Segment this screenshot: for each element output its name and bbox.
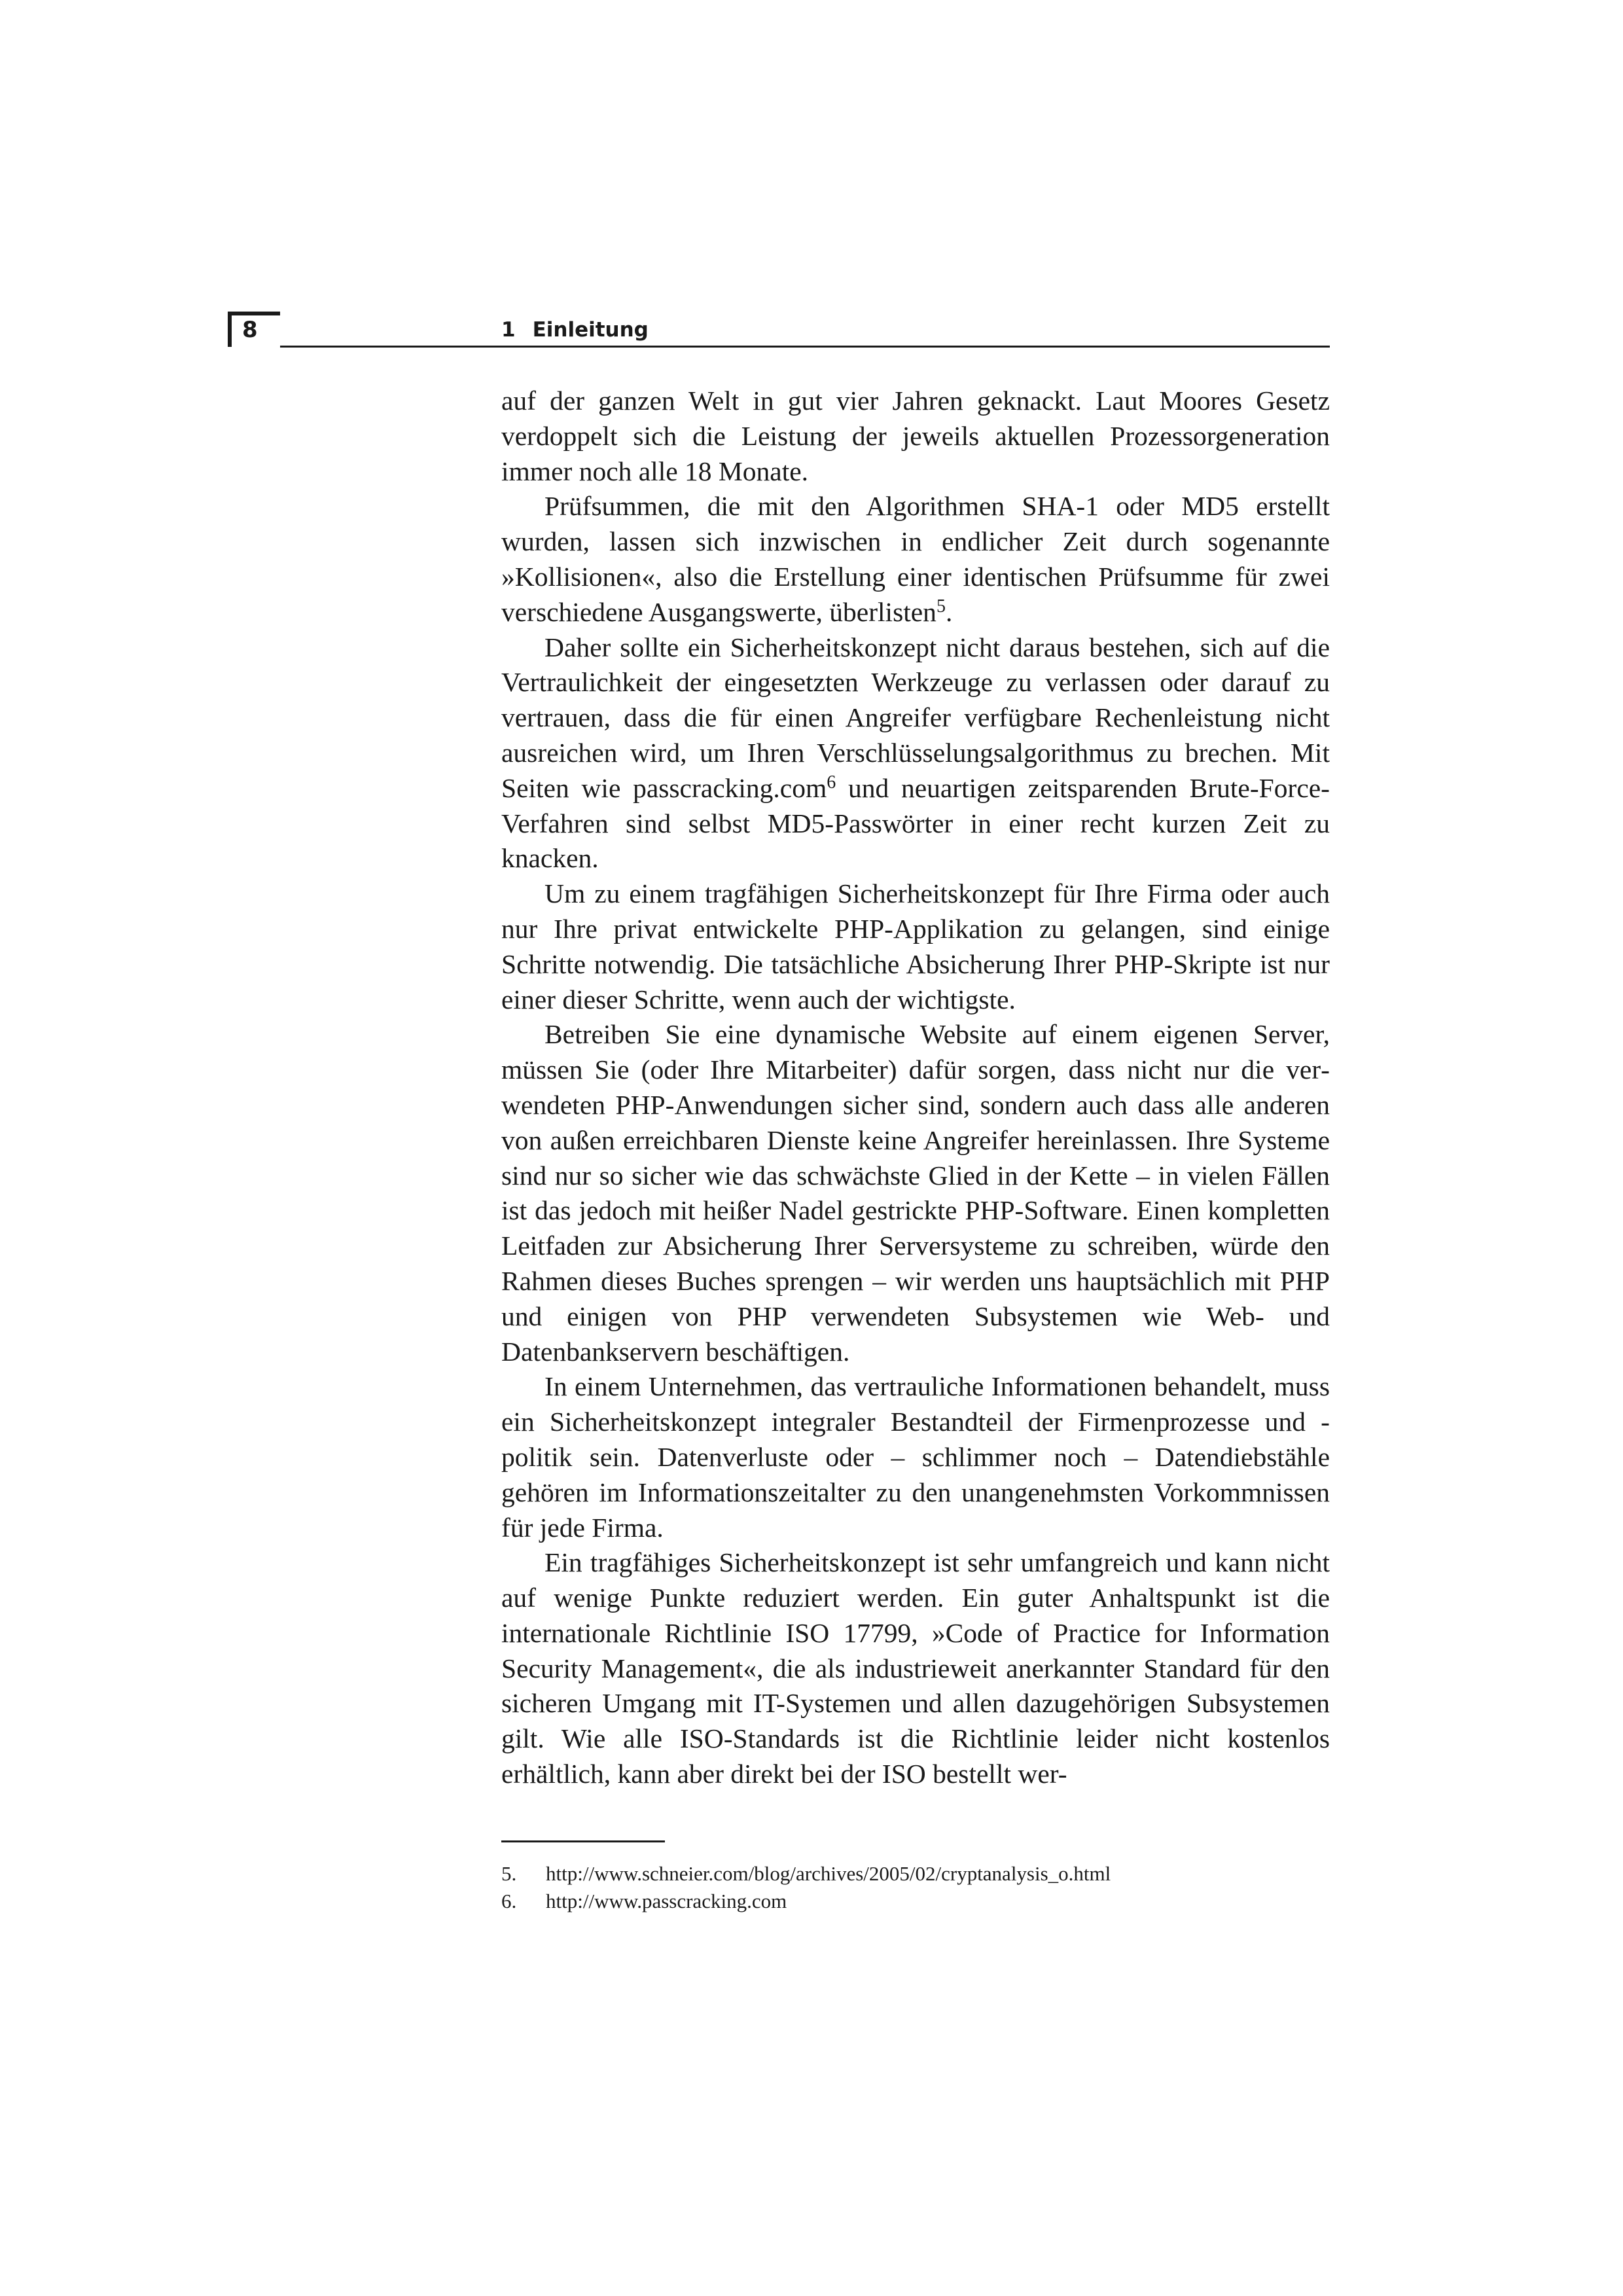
paragraph-6 <box>501 1369 1330 1545</box>
footnote-link[interactable]: http://www.schneier.com/blog/archives/2005/02/cryptanalysis_o.html <box>546 1862 1111 1885</box>
footnotes <box>501 1860 1330 1915</box>
paragraph-2 <box>501 489 1330 630</box>
paragraph-text: Prüfsummen, die mit den Algorithmen SHA-1 oder MD5 erstellt wurden, lassen sich inzwischen in endlicher Zeit durch sogenannte »Kollisionen«, also die Erstellung einer identischen Prüfsumme für zwei verschiedene Ausgangswerte, überlisten <box>501 491 1330 627</box>
body-text <box>501 384 1330 1792</box>
page-number: 8 <box>242 317 258 343</box>
footnote-link[interactable]: http://www.passcracking.com <box>546 1890 787 1912</box>
paragraph-5 <box>501 1017 1330 1369</box>
footnote-5 <box>501 1860 1330 1888</box>
paragraph-3 <box>501 630 1330 877</box>
footnote-6 <box>501 1888 1330 1915</box>
paragraph-text: . <box>945 596 953 627</box>
header-rule <box>280 346 1330 348</box>
running-head <box>501 317 649 343</box>
paragraph-text: Betreiben Sie eine dynamische Website auf einem eigenen Server, müssen Sie (oder Ihre Mitarbeiter) dafür sorgen, dass nicht nur die verwendeten PHP-Anwendungen sicher sind, sondern auch dass alle anderen von außen erreichbaren Dienste keine Angreifer hereinlassen. Ihre Systeme sind nur so sicher wie das schwächste Glied in der Kette – in vielen Fällen ist das jedoch mit heißer Nadel gestrickte PHP-Software. Einen kompletten Leitfaden zur Absicherung Ihrer Serversysteme zu schreiben, würde den Rahmen dieses Buches sprengen – wir werden uns hauptsächlich mit PHP und einigen von PHP verwendeten Subsystemen wie Web- und Datenbankservern beschäftigen. <box>501 1019 1330 1367</box>
footnote-number: 6. <box>501 1890 517 1912</box>
footnote-rule <box>501 1840 665 1842</box>
paragraph-1 <box>501 384 1330 489</box>
footnote-ref-6[interactable]: 6 <box>827 772 836 793</box>
paragraph-text: Ein tragfähiges Sicherheitskonzept ist sehr umfangreich und kann nicht auf wenige Punkte reduziert werden. Ein guter Anhaltspunkt ist die internationale Richtlinie ISO 17799, »Code of Practice for Information Security Management«, die als industrieweit anerkannter Standard für den sicheren Umgang mit IT-Systemen und allen dazugehörigen Subsystemen gilt. Wie alle ISO-Standards ist die Richtlinie leider nicht kostenlos erhältlich, kann aber direkt bei der ISO bestellt wer- <box>501 1547 1330 1789</box>
paragraph-text: Um zu einem tragfähigen Sicherheitskonzept für Ihre Firma oder auch nur Ihre privat entwickelte PHP-Applikation zu gelangen, sind einige Schritte notwendig. Die tatsächliche Absicherung Ihrer PHP-Skripte ist nur einer dieser Schritte, wenn auch der wichtigste. <box>501 878 1330 1014</box>
chapter-number: 1 <box>501 318 516 342</box>
paragraph-text: Daher sollte ein Sicherheitskonzept nicht daraus bestehen, sich auf die Vertraulichkeit der eingesetzten Werkzeuge zu verlassen oder darauf zu vertrauen, dass die für einen Angreifer verfügbare Rechenleistung nicht ausreichen wird, um Ihren Verschlüsselungsalgorithmus zu brechen. Mit Seiten wie passcracking.com <box>501 632 1330 803</box>
paragraph-text: auf der ganzen Welt in gut vier Jahren geknackt. Laut Moores Gesetz verdoppelt sich die Leistung der jeweils aktuellen Prozessorgeneration immer noch alle 18 Monate. <box>501 386 1330 486</box>
paragraph-7 <box>501 1545 1330 1792</box>
paragraph-text: und neuartigen zeitsparenden Brute-Force-Verfahren sind selbst MD5-Passwörter in einer recht kurzen Zeit zu knacken. <box>501 772 1330 874</box>
paragraph-4 <box>501 876 1330 1017</box>
chapter-title: Einleitung <box>532 318 649 342</box>
paragraph-text: In einem Unternehmen, das vertrauliche Informationen behandelt, muss ein Sicherheitskonzept integraler Bestandteil der Firmenprozesse und -politik sein. Datenverluste oder – schlimmer noch – Datendiebstähle gehören im Informationszeitalter zu den unangenehmsten Vorkommnissen für jede Firma. <box>501 1371 1330 1543</box>
footnote-number: 5. <box>501 1862 517 1885</box>
footnote-ref-5[interactable]: 5 <box>936 596 946 617</box>
